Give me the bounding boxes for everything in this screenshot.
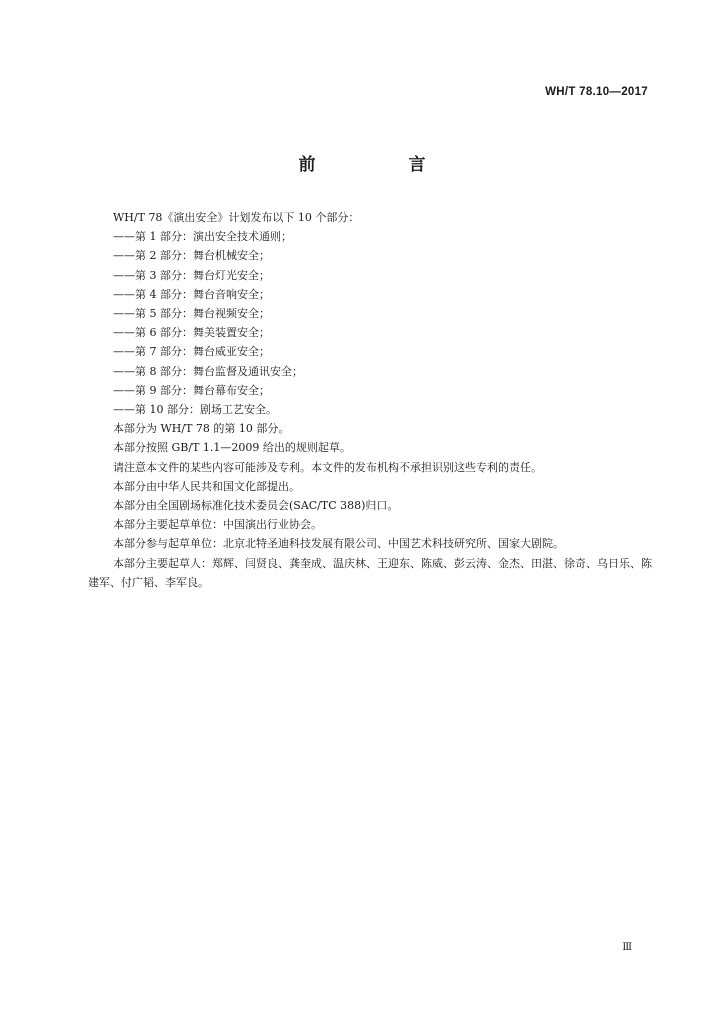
paragraph: 本部分由全国剧场标准化技术委员会(SAC/TC 388)归口。	[113, 499, 399, 513]
paragraph: 本部分参与起草单位：北京北特圣迪科技发展有限公司、中国艺术科技研究所、国家大剧院。	[113, 537, 564, 551]
list-item: ——第 9 部分：舞台幕布安全；	[113, 383, 270, 397]
page-number: Ⅲ	[622, 942, 632, 953]
list-item: ——第 4 部分：舞台音响安全；	[113, 287, 270, 301]
page-title: 前 言	[298, 155, 464, 175]
list-item: ——第 7 部分：舞台威亚安全；	[113, 345, 270, 359]
document-body	[88, 208, 660, 592]
list-item: ——第 8 部分：舞台监督及通讯安全；	[113, 364, 303, 378]
drafters-paragraph: 本部分主要起草人：郑辉、闫贤良、龚奎成、温庆林、王迎东、陈威、彭云涛、金杰、田湛、徐奇、乌日乐、陈建军、付广韬、李军良。	[88, 556, 652, 589]
list-item: ——第 3 部分：舞台灯光安全；	[113, 268, 270, 282]
list-item: ——第 5 部分：舞台视频安全；	[113, 307, 270, 321]
paragraph: 本部分为 WH/T 78 的第 10 部分。	[113, 422, 290, 436]
list-item: ——第 1 部分：演出安全技术通则；	[113, 230, 292, 244]
paragraph: 请注意本文件的某些内容可能涉及专利。本文件的发布机构不承担识别这些专利的责任。	[113, 460, 542, 474]
intro-paragraph: WH/T 78《演出安全》计划发布以下 10 个部分：	[113, 211, 360, 224]
list-item: ——第 10 部分：剧场工艺安全。	[113, 403, 277, 417]
paragraph: 本部分按照 GB/T 1.1—2009 给出的规则起草。	[113, 441, 351, 455]
paragraph: 本部分主要起草单位：中国演出行业协会。	[113, 518, 322, 532]
list-item: ——第 6 部分：舞美装置安全；	[113, 326, 270, 340]
paragraph: 本部分由中华人民共和国文化部提出。	[113, 479, 300, 493]
list-item: ——第 2 部分：舞台机械安全；	[113, 249, 270, 263]
document-code: WH/T 78.10—2017	[545, 86, 648, 98]
